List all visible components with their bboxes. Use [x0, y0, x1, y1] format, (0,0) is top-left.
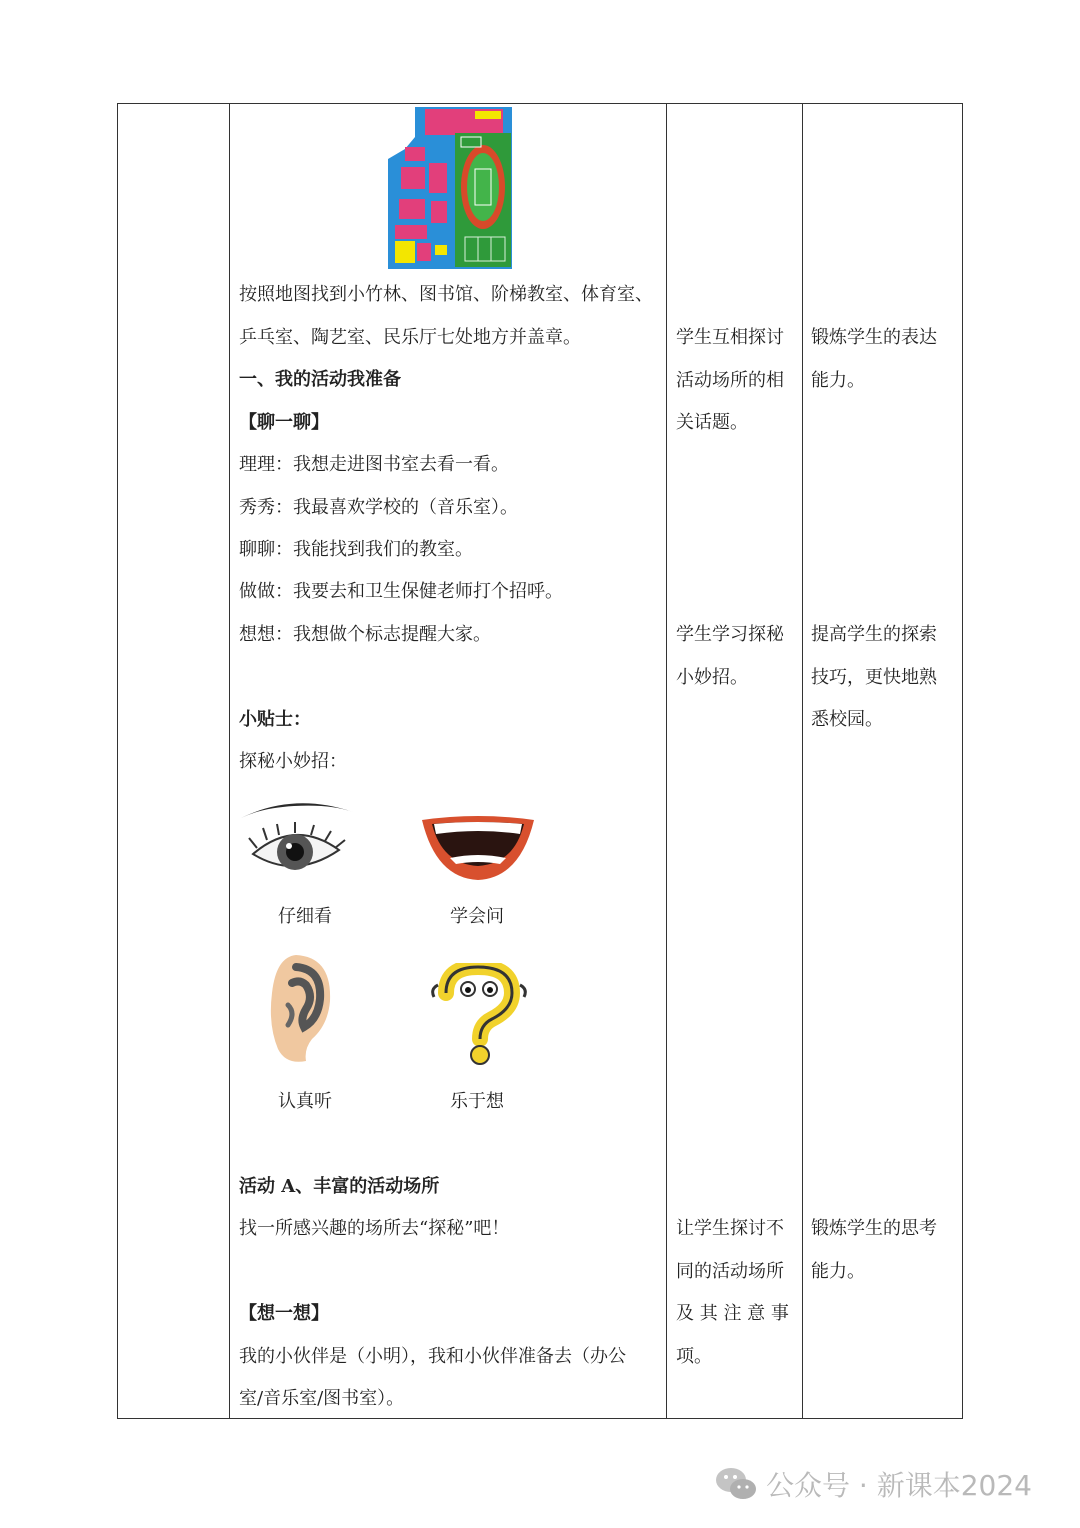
mouth-caption: 学会问 [450, 906, 504, 927]
eye-icon [239, 798, 355, 880]
column-divider-2 [666, 104, 667, 1418]
section1-heading: 一、我的活动我准备 [239, 369, 401, 390]
design-intent-1: 锻炼学生的表达 能力。 [811, 327, 937, 391]
watermark-text: 公众号 · 新课本2024 [766, 1469, 1032, 1502]
chat-heading: 【聊一聊】 [239, 412, 329, 433]
dialogue-line-4: 做做：我要去和卫生保健老师打个招呼。 [239, 581, 563, 602]
dialogue-line-2: 秀秀：我最喜欢学校的（音乐室）。 [239, 497, 518, 518]
think-heading: 【想一想】 [239, 1303, 329, 1324]
ear-caption: 认真听 [278, 1091, 332, 1112]
think-line-2: 室/音乐室/图书室）。 [239, 1388, 405, 1409]
eye-caption: 仔细看 [278, 906, 332, 927]
dialogue-line-1: 理理：我想走进图书室去看一看。 [239, 454, 509, 475]
question-mark-icon [430, 963, 528, 1067]
dialogue-line-5: 想想：我想做个标志提醒大家。 [239, 624, 491, 645]
activity-a-heading: 活动 A、丰富的活动场所 [239, 1176, 440, 1197]
mouth-icon [420, 812, 536, 882]
dialogue-line-3: 聊聊：我能找到我们的教室。 [239, 539, 473, 560]
watermark [714, 1462, 1032, 1506]
tips-heading: 小贴士： [239, 709, 311, 730]
tips-subheading: 探秘小妙招： [239, 751, 347, 772]
ear-icon [266, 953, 334, 1065]
think-caption: 乐于想 [450, 1091, 504, 1112]
map-instruction-line1: 按照地图找到小竹林、图书馆、阶梯教室、体育室、 [239, 284, 653, 305]
student-activity-2: 学生学习探秘 小妙招。 [676, 624, 784, 688]
design-intent-3: 锻炼学生的思考 能力。 [811, 1218, 937, 1282]
design-intent-2: 提高学生的探索 技巧，更快地熟 悉校园。 [811, 624, 937, 730]
activity-a-text: 找一所感兴趣的场所去“探秘”吧！ [239, 1218, 510, 1239]
student-activity-3: 让学生探讨不 同的活动场所 及 其 注 意 事 项。 [676, 1218, 789, 1367]
think-line-1: 我的小伙伴是（小明），我和小伙伴准备去（办公 [239, 1346, 626, 1367]
map-instruction-line2: 乒乓室、陶艺室、民乐厅七处地方并盖章。 [239, 327, 581, 348]
wechat-icon [714, 1464, 758, 1504]
campus-map-image [385, 107, 512, 269]
student-activity-1: 学生互相探讨 活动场所的相 关话题。 [676, 327, 784, 433]
column-divider-3 [802, 104, 803, 1418]
column-divider-1 [229, 104, 230, 1418]
